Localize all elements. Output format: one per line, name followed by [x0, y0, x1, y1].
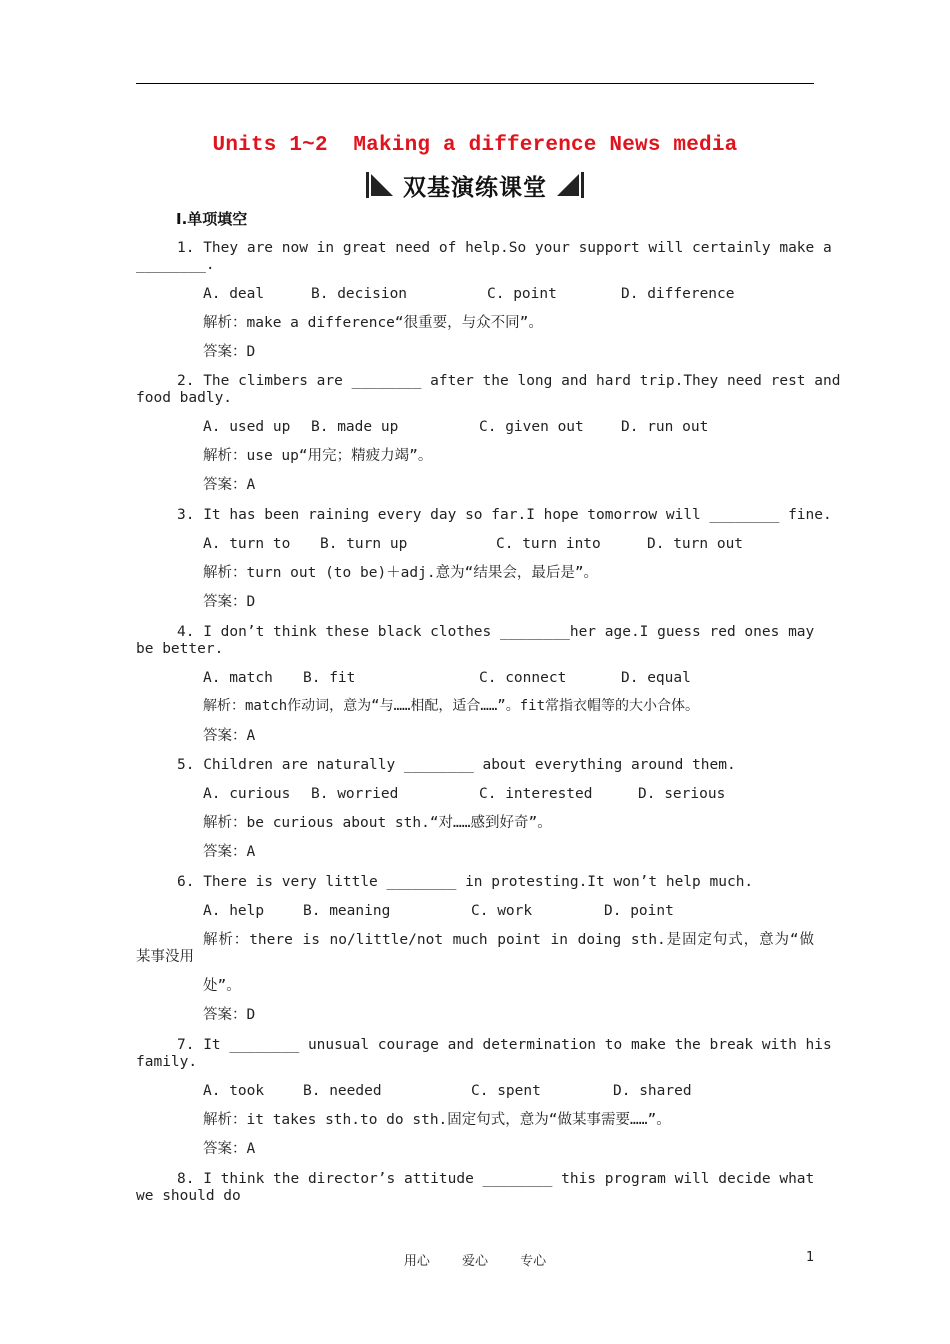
option-a: A. took	[203, 1083, 265, 1099]
question-answer: 答案：A	[203, 728, 256, 744]
option-c: C. connect	[479, 670, 567, 686]
section-banner	[0, 168, 950, 202]
page-title: Units 1~2 Making a difference News media	[212, 134, 738, 157]
option-d: D. turn out	[647, 536, 744, 552]
option-b: B. fit	[303, 670, 356, 686]
question-answer: 答案：A	[203, 1141, 256, 1157]
page-number: 1	[806, 1250, 815, 1265]
option-c: C. point	[487, 286, 557, 302]
question-explanation: 解析：make a difference“很重要，与众不同”。	[203, 315, 543, 331]
option-d: D. shared	[613, 1083, 692, 1099]
question-answer: 答案：D	[203, 1007, 256, 1023]
banner-text: 双基演练课堂	[403, 174, 547, 201]
question-stem: 3. It has been raining every day so far.I hope tomorrow will ________ fine.	[177, 507, 832, 523]
question-explanation: 解析：match作动词，意为“与……相配，适合……”。fit常指衣帽等的大小合体。	[203, 698, 700, 714]
question-stem: 8. I think the director’s attitude ________ this program will decide what	[177, 1171, 815, 1187]
banner-triangle-right-icon	[557, 174, 579, 196]
option-a: A. help	[203, 903, 265, 919]
question-answer: 答案：A	[203, 477, 256, 493]
option-c: C. work	[471, 903, 533, 919]
question-stem: 5. Children are naturally ________ about everything around them.	[177, 757, 736, 773]
banner-bar-right	[581, 172, 584, 198]
question-explanation: 解析：it takes sth.to do sth.固定句式，意为“做某事需要……”。	[203, 1112, 671, 1128]
question-answer: 答案：D	[203, 344, 256, 360]
question-explanation: 解析：use up“用完；精疲力竭”。	[203, 448, 433, 464]
question-stem: 6. There is very little ________ in protesting.It won’t help much.	[177, 874, 754, 890]
question-stem: 1. They are now in great need of help.So your support will certainly make a	[177, 240, 832, 256]
question-stem-cont: family.	[136, 1054, 198, 1070]
question-answer: 答案：D	[203, 594, 256, 610]
option-d: D. equal	[621, 670, 691, 686]
option-d: D. serious	[638, 786, 726, 802]
question-answer: 答案：A	[203, 844, 256, 860]
option-a: A. match	[203, 670, 273, 686]
footer-text: 用心	[403, 1254, 430, 1269]
question-explanation-cont: 处”。	[203, 978, 241, 994]
section-heading: Ⅰ.单项填空	[176, 210, 248, 228]
banner-triangle-left-icon	[371, 174, 393, 196]
option-b: B. made up	[311, 419, 399, 435]
question-explanation-cont: 某事没用	[136, 949, 194, 965]
question-stem: 7. It ________ unusual courage and determination to make the break with his	[177, 1037, 832, 1053]
header-rule	[136, 83, 814, 84]
banner-bar-left	[366, 172, 369, 198]
option-d: D. difference	[621, 286, 735, 302]
option-b: B. meaning	[303, 903, 391, 919]
option-c: C. interested	[479, 786, 593, 802]
footer-text: 爱心	[461, 1254, 488, 1269]
option-b: B. decision	[311, 286, 408, 302]
option-a: A. curious	[203, 786, 291, 802]
option-d: D. point	[604, 903, 674, 919]
option-b: B. turn up	[320, 536, 408, 552]
option-c: C. given out	[479, 419, 584, 435]
footer-text: 专心	[520, 1254, 547, 1269]
question-stem: 4. I don’t think these black clothes ________her age.I guess red ones may	[177, 624, 815, 640]
option-c: C. turn into	[496, 536, 601, 552]
question-stem-cont: be better.	[136, 641, 224, 657]
question-explanation: 解析：there is no/little/not much point in doing sth.是固定句式，意为“做	[203, 932, 814, 948]
question-explanation: 解析：turn out (to be)＋adj.意为“结果会，最后是”。	[203, 565, 599, 581]
option-a: A. deal	[203, 286, 265, 302]
question-stem-cont: food badly.	[136, 390, 233, 406]
question-stem-cont: we should do	[136, 1188, 241, 1204]
option-d: D. run out	[621, 419, 709, 435]
option-a: A. used up	[203, 419, 291, 435]
option-b: B. needed	[303, 1083, 382, 1099]
option-a: A. turn to	[203, 536, 291, 552]
question-explanation: 解析：be curious about sth.“对……感到好奇”。	[203, 815, 552, 831]
question-stem-cont: ________.	[136, 257, 215, 273]
question-stem: 2. The climbers are ________ after the long and hard trip.They need rest and	[177, 373, 841, 389]
option-b: B. worried	[311, 786, 399, 802]
option-c: C. spent	[471, 1083, 541, 1099]
